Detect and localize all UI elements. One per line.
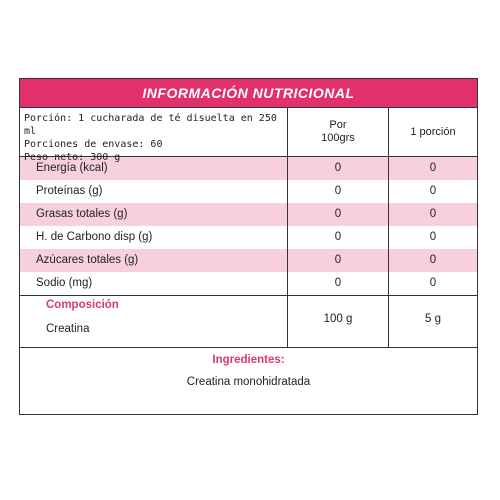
nutrient-label: Grasas totales (g)	[20, 203, 288, 226]
nutrient-label: Azúcares totales (g)	[20, 249, 288, 272]
value-per-serving: 0	[429, 185, 437, 197]
value-per-serving: 0	[429, 208, 437, 220]
column-header-per-serving: 1 porción	[410, 125, 456, 138]
table-row	[20, 226, 477, 249]
panel-title: INFORMACIÓN NUTRICIONAL	[20, 79, 477, 108]
nutrient-table	[20, 157, 477, 296]
serving-size: Porción: 1 cucharada de té disuelta en 250 ml	[24, 113, 277, 137]
composition-per-100g: 100 g	[288, 296, 389, 347]
value-per-100g: 0	[288, 249, 389, 272]
composition-heading: Composición	[46, 299, 119, 311]
value-per-100g: 0	[288, 226, 389, 249]
nutrient-label: Proteínas (g)	[20, 180, 288, 203]
serving-info	[20, 108, 288, 163]
nutrient-label: Sodio (mg)	[20, 272, 288, 295]
table-row	[20, 203, 477, 226]
table-row	[20, 157, 477, 180]
nutrition-facts-panel	[19, 78, 478, 415]
value-per-100g: 0	[288, 203, 389, 226]
value-per-serving: 0	[429, 162, 437, 174]
value-per-100g: 0	[288, 157, 389, 180]
ingredients-heading: Ingredientes:	[212, 354, 285, 366]
table-row	[20, 272, 477, 295]
table-row	[20, 180, 477, 203]
composition-item: Creatina	[46, 323, 90, 335]
nutrient-label: Energía (kcal)	[20, 157, 288, 180]
value-per-100g: 0	[288, 272, 389, 295]
composition-row	[20, 296, 477, 348]
column-header-per-100g: Por 100grs	[288, 108, 389, 156]
value-per-serving: 0	[429, 254, 437, 266]
composition-per-serving: 5 g	[425, 313, 441, 325]
ingredients-text: Creatina monohidratada	[186, 376, 311, 388]
servings-per-container: Porciones de envase: 60	[24, 139, 163, 150]
value-per-serving: 0	[429, 277, 437, 289]
nutrient-label: H. de Carbono disp (g)	[20, 226, 288, 249]
table-row	[20, 249, 477, 272]
serving-info-row	[20, 108, 477, 163]
value-per-100g: 0	[288, 180, 389, 203]
ingredients-section	[20, 348, 477, 388]
net-weight: Peso neto: 300 g	[24, 152, 121, 163]
value-per-serving: 0	[429, 231, 437, 243]
